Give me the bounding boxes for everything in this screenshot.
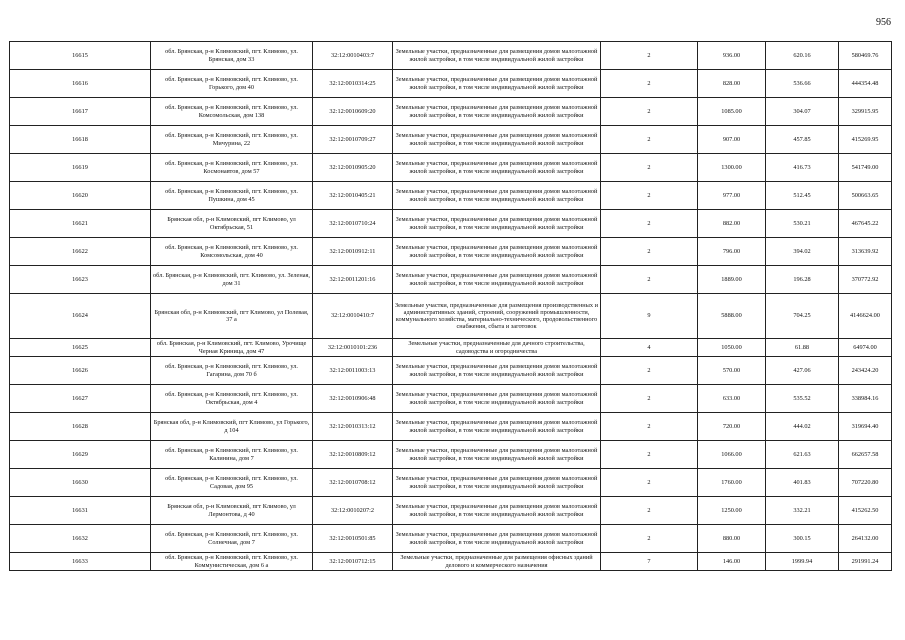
area-cell: 977.00 <box>698 182 766 210</box>
cadastral-value-cell: 444354.48 <box>839 70 892 98</box>
land-use-category-cell: Земельные участки, предназначенные для размещения домов малоэтажной жилой застройки, в том числе индивидуальной жилой застройки <box>393 525 601 553</box>
table-row <box>10 238 892 266</box>
area-cell: 146.00 <box>698 553 766 571</box>
specific-value-cell: 457.85 <box>766 126 839 154</box>
address-cell: обл. Брянская, р-н Климовский, пгт. Климово, ул. Брянская, дом 33 <box>151 42 313 70</box>
specific-value-cell: 427.06 <box>766 357 839 385</box>
land-use-category-cell: Земельные участки, предназначенные для размещения домов малоэтажной жилой застройки, в том числе индивидуальной жилой застройки <box>393 497 601 525</box>
address-cell: Брянская обл, р-н Климовский, пгт Климово, ул Октябрьская, 51 <box>151 210 313 238</box>
group-number-cell: 2 <box>601 525 698 553</box>
table-row <box>10 525 892 553</box>
specific-value-cell: 621.63 <box>766 441 839 469</box>
specific-value-cell: 61.88 <box>766 339 839 357</box>
table-row <box>10 266 892 294</box>
cadastral-number-cell: 32:12:0011201:16 <box>313 266 393 294</box>
cadastral-number-cell: 32:12:0010709:27 <box>313 126 393 154</box>
group-number-cell: 2 <box>601 210 698 238</box>
land-use-category-cell: Земельные участки, предназначенные для размещения домов малоэтажной жилой застройки, в том числе индивидуальной жилой застройки <box>393 469 601 497</box>
land-use-category-cell: Земельные участки, предназначенные для размещения домов малоэтажной жилой застройки, в том числе индивидуальной жилой застройки <box>393 266 601 294</box>
table-row <box>10 385 892 413</box>
land-use-category-cell: Земельные участки, предназначенные для размещения производственных и административных зданий, строений, сооружений промышленности, коммунального хозяйства, материально-технического, продовольственного снабжения, сбыта и заготовок <box>393 294 601 339</box>
area-cell: 882.00 <box>698 210 766 238</box>
cadastral-value-cell: 64974.00 <box>839 339 892 357</box>
area-cell: 720.00 <box>698 413 766 441</box>
record-number: 16628 <box>10 413 151 441</box>
cadastral-number-cell: 32:12:0010314:25 <box>313 70 393 98</box>
land-use-category-cell: Земельные участки, предназначенные для размещения офисных зданий делового и коммерческого назначения <box>393 553 601 571</box>
land-use-category-cell: Земельные участки, предназначенные для размещения домов малоэтажной жилой застройки, в том числе индивидуальной жилой застройки <box>393 238 601 266</box>
table-row <box>10 70 892 98</box>
group-number-cell: 2 <box>601 441 698 469</box>
specific-value-cell: 620.16 <box>766 42 839 70</box>
group-number-cell: 2 <box>601 497 698 525</box>
cadastral-value-cell: 662657.58 <box>839 441 892 469</box>
cadastral-value-cell: 264132.00 <box>839 525 892 553</box>
cadastral-number-cell: 32:12:0010710:24 <box>313 210 393 238</box>
address-cell: обл. Брянская, р-н Климовский, пгт. Климово, Урочище Черная Криница, дом 47 <box>151 339 313 357</box>
cadastral-value-cell: 329915.95 <box>839 98 892 126</box>
address-cell: обл. Брянская, р-н Климовский, пгт. Климово, ул. Мичурина, 22 <box>151 126 313 154</box>
cadastral-value-cell: 580469.76 <box>839 42 892 70</box>
specific-value-cell: 536.66 <box>766 70 839 98</box>
specific-value-cell: 332.21 <box>766 497 839 525</box>
specific-value-cell: 394.02 <box>766 238 839 266</box>
cadastral-value-cell: 415269.95 <box>839 126 892 154</box>
land-use-category-cell: Земельные участки, предназначенные для размещения домов малоэтажной жилой застройки, в том числе индивидуальной жилой застройки <box>393 70 601 98</box>
group-number-cell: 2 <box>601 413 698 441</box>
record-number: 16625 <box>10 339 151 357</box>
table-row <box>10 553 892 571</box>
area-cell: 828.00 <box>698 70 766 98</box>
group-number-cell: 2 <box>601 357 698 385</box>
group-number-cell: 2 <box>601 238 698 266</box>
record-number: 16621 <box>10 210 151 238</box>
cadastral-value-cell: 338984.16 <box>839 385 892 413</box>
address-cell: обл. Брянская, р-н Климовский, пгт. Климово, ул. Зеленая, дом 31 <box>151 266 313 294</box>
cadastral-value-cell: 707220.80 <box>839 469 892 497</box>
record-number: 16629 <box>10 441 151 469</box>
land-use-category-cell: Земельные участки, предназначенные для размещения домов малоэтажной жилой застройки, в том числе индивидуальной жилой застройки <box>393 182 601 210</box>
group-number-cell: 2 <box>601 126 698 154</box>
address-cell: Брянская обл, р-н Климовский, пгт Климово, ул Горького, д 104 <box>151 413 313 441</box>
table-row <box>10 469 892 497</box>
specific-value-cell: 704.25 <box>766 294 839 339</box>
address-cell: обл. Брянская, р-н Климовский, пгт. Климово, ул. Пушкина, дом 45 <box>151 182 313 210</box>
record-number: 16619 <box>10 154 151 182</box>
specific-value-cell: 196.28 <box>766 266 839 294</box>
table-row <box>10 339 892 357</box>
specific-value-cell: 401.83 <box>766 469 839 497</box>
cadastral-number-cell: 32:12:0010906:48 <box>313 385 393 413</box>
cadastral-value-cell: 291991.24 <box>839 553 892 571</box>
land-use-category-cell: Земельные участки, предназначенные для размещения домов малоэтажной жилой застройки, в том числе индивидуальной жилой застройки <box>393 98 601 126</box>
group-number-cell: 2 <box>601 266 698 294</box>
group-number-cell: 2 <box>601 70 698 98</box>
cadastral-number-cell: 32:12:0010207:2 <box>313 497 393 525</box>
group-number-cell: 2 <box>601 98 698 126</box>
table-body <box>10 42 892 571</box>
record-number: 16623 <box>10 266 151 294</box>
area-cell: 633.00 <box>698 385 766 413</box>
land-use-category-cell: Земельные участки, предназначенные для размещения домов малоэтажной жилой застройки, в том числе индивидуальной жилой застройки <box>393 357 601 385</box>
address-cell: обл. Брянская, р-н Климовский, пгт. Климово, ул. Комсомольская, дом 138 <box>151 98 313 126</box>
cadastral-value-cell: 541749.00 <box>839 154 892 182</box>
area-cell: 1300.00 <box>698 154 766 182</box>
specific-value-cell: 416.73 <box>766 154 839 182</box>
cadastral-number-cell: 32:12:0010712:15 <box>313 553 393 571</box>
group-number-cell: 2 <box>601 154 698 182</box>
group-number-cell: 7 <box>601 553 698 571</box>
cadastral-value-cell: 319694.40 <box>839 413 892 441</box>
cadastral-number-cell: 32:12:0010912:11 <box>313 238 393 266</box>
group-number-cell: 2 <box>601 469 698 497</box>
area-cell: 936.00 <box>698 42 766 70</box>
land-use-category-cell: Земельные участки, предназначенные для размещения домов малоэтажной жилой застройки, в том числе индивидуальной жилой застройки <box>393 126 601 154</box>
land-use-category-cell: Земельные участки, предназначенные для размещения домов малоэтажной жилой застройки, в том числе индивидуальной жилой застройки <box>393 154 601 182</box>
table-row <box>10 413 892 441</box>
record-number: 16633 <box>10 553 151 571</box>
table-row <box>10 42 892 70</box>
record-number: 16631 <box>10 497 151 525</box>
address-cell: обл. Брянская, р-н Климовский, пгт. Климово, ул. Октябрьская, дом 4 <box>151 385 313 413</box>
specific-value-cell: 512.45 <box>766 182 839 210</box>
page-number: 956 <box>876 17 891 28</box>
cadastral-value-cell: 500663.65 <box>839 182 892 210</box>
address-cell: обл. Брянская, р-н Климовский, пгт. Климово, ул. Гагарина, дом 70 б <box>151 357 313 385</box>
group-number-cell: 2 <box>601 182 698 210</box>
table-row <box>10 210 892 238</box>
land-use-category-cell: Земельные участки, предназначенные для размещения домов малоэтажной жилой застройки, в том числе индивидуальной жилой застройки <box>393 210 601 238</box>
address-cell: Брянская обл, р-н Климовский, пгт Климово, ул Полевая, 37 а <box>151 294 313 339</box>
group-number-cell: 2 <box>601 385 698 413</box>
area-cell: 1760.00 <box>698 469 766 497</box>
record-number: 16630 <box>10 469 151 497</box>
table-row <box>10 441 892 469</box>
table-row <box>10 294 892 339</box>
address-cell: обл. Брянская, р-н Климовский, пгт. Климово, ул. Калинина, дом 7 <box>151 441 313 469</box>
area-cell: 907.00 <box>698 126 766 154</box>
record-number: 16615 <box>10 42 151 70</box>
cadastral-number-cell: 32:12:0010809:12 <box>313 441 393 469</box>
cadastral-number-cell: 32:12:0010405:21 <box>313 182 393 210</box>
specific-value-cell: 530.21 <box>766 210 839 238</box>
record-number: 16620 <box>10 182 151 210</box>
table-row <box>10 497 892 525</box>
specific-value-cell: 304.07 <box>766 98 839 126</box>
specific-value-cell: 444.02 <box>766 413 839 441</box>
table-row <box>10 357 892 385</box>
area-cell: 1050.00 <box>698 339 766 357</box>
record-number: 16618 <box>10 126 151 154</box>
area-cell: 1250.00 <box>698 497 766 525</box>
table-row <box>10 182 892 210</box>
specific-value-cell: 1999.94 <box>766 553 839 571</box>
record-number: 16622 <box>10 238 151 266</box>
record-number: 16626 <box>10 357 151 385</box>
table-row <box>10 98 892 126</box>
area-cell: 1889.00 <box>698 266 766 294</box>
address-cell: обл. Брянская, р-н Климовский, пгт. Климово, ул. Космонавтов, дом 57 <box>151 154 313 182</box>
land-use-category-cell: Земельные участки, предназначенные для размещения домов малоэтажной жилой застройки, в том числе индивидуальной жилой застройки <box>393 385 601 413</box>
table-row <box>10 154 892 182</box>
record-number: 16624 <box>10 294 151 339</box>
address-cell: обл. Брянская, р-н Климовский, пгт. Климово, ул. Садовая, дом 95 <box>151 469 313 497</box>
cadastral-number-cell: 32:12:0010609:20 <box>313 98 393 126</box>
group-number-cell: 2 <box>601 42 698 70</box>
land-use-category-cell: Земельные участки, предназначенные для размещения домов малоэтажной жилой застройки, в том числе индивидуальной жилой застройки <box>393 441 601 469</box>
area-cell: 1085.00 <box>698 98 766 126</box>
land-use-category-cell: Земельные участки, предназначенные для дачного строительства, садоводства и огородничества <box>393 339 601 357</box>
cadastral-value-cell: 243424.20 <box>839 357 892 385</box>
specific-value-cell: 535.52 <box>766 385 839 413</box>
record-number: 16616 <box>10 70 151 98</box>
area-cell: 5888.00 <box>698 294 766 339</box>
cadastral-number-cell: 32:12:0010410:7 <box>313 294 393 339</box>
land-plots-table <box>9 41 892 571</box>
record-number: 16632 <box>10 525 151 553</box>
specific-value-cell: 300.15 <box>766 525 839 553</box>
cadastral-value-cell: 467645.22 <box>839 210 892 238</box>
address-cell: Брянская обл, р-н Климовский, пгт Климово, ул Лермонтова, д 40 <box>151 497 313 525</box>
cadastral-value-cell: 370772.92 <box>839 266 892 294</box>
cadastral-value-cell: 415262.50 <box>839 497 892 525</box>
land-use-category-cell: Земельные участки, предназначенные для размещения домов малоэтажной жилой застройки, в том числе индивидуальной жилой застройки <box>393 42 601 70</box>
area-cell: 570.00 <box>698 357 766 385</box>
cadastral-number-cell: 32:12:0010313:12 <box>313 413 393 441</box>
cadastral-number-cell: 32:12:0011003:13 <box>313 357 393 385</box>
group-number-cell: 4 <box>601 339 698 357</box>
cadastral-number-cell: 32:12:0010501:85 <box>313 525 393 553</box>
area-cell: 1066.00 <box>698 441 766 469</box>
address-cell: обл. Брянская, р-н Климовский, пгт. Климово, ул. Горького, дом 40 <box>151 70 313 98</box>
cadastral-value-cell: 4146624.00 <box>839 294 892 339</box>
address-cell: обл. Брянская, р-н Климовский, пгт. Климово, ул. Солнечная, дом 7 <box>151 525 313 553</box>
area-cell: 880.00 <box>698 525 766 553</box>
cadastral-number-cell: 32:12:0010708:12 <box>313 469 393 497</box>
land-use-category-cell: Земельные участки, предназначенные для размещения домов малоэтажной жилой застройки, в том числе индивидуальной жилой застройки <box>393 413 601 441</box>
address-cell: обл. Брянская, р-н Климовский, пгт. Климово, ул. Коммунистическая, дом 6 а <box>151 553 313 571</box>
group-number-cell: 9 <box>601 294 698 339</box>
area-cell: 796.00 <box>698 238 766 266</box>
cadastral-number-cell: 32:12:0010101:236 <box>313 339 393 357</box>
record-number: 16627 <box>10 385 151 413</box>
cadastral-number-cell: 32:12:0010905:20 <box>313 154 393 182</box>
record-number: 16617 <box>10 98 151 126</box>
cadastral-number-cell: 32:12:0010403:7 <box>313 42 393 70</box>
table-row <box>10 126 892 154</box>
address-cell: обл. Брянская, р-н Климовский, пгт. Климово, ул. Комсомольская, дом 40 <box>151 238 313 266</box>
cadastral-value-cell: 313639.92 <box>839 238 892 266</box>
